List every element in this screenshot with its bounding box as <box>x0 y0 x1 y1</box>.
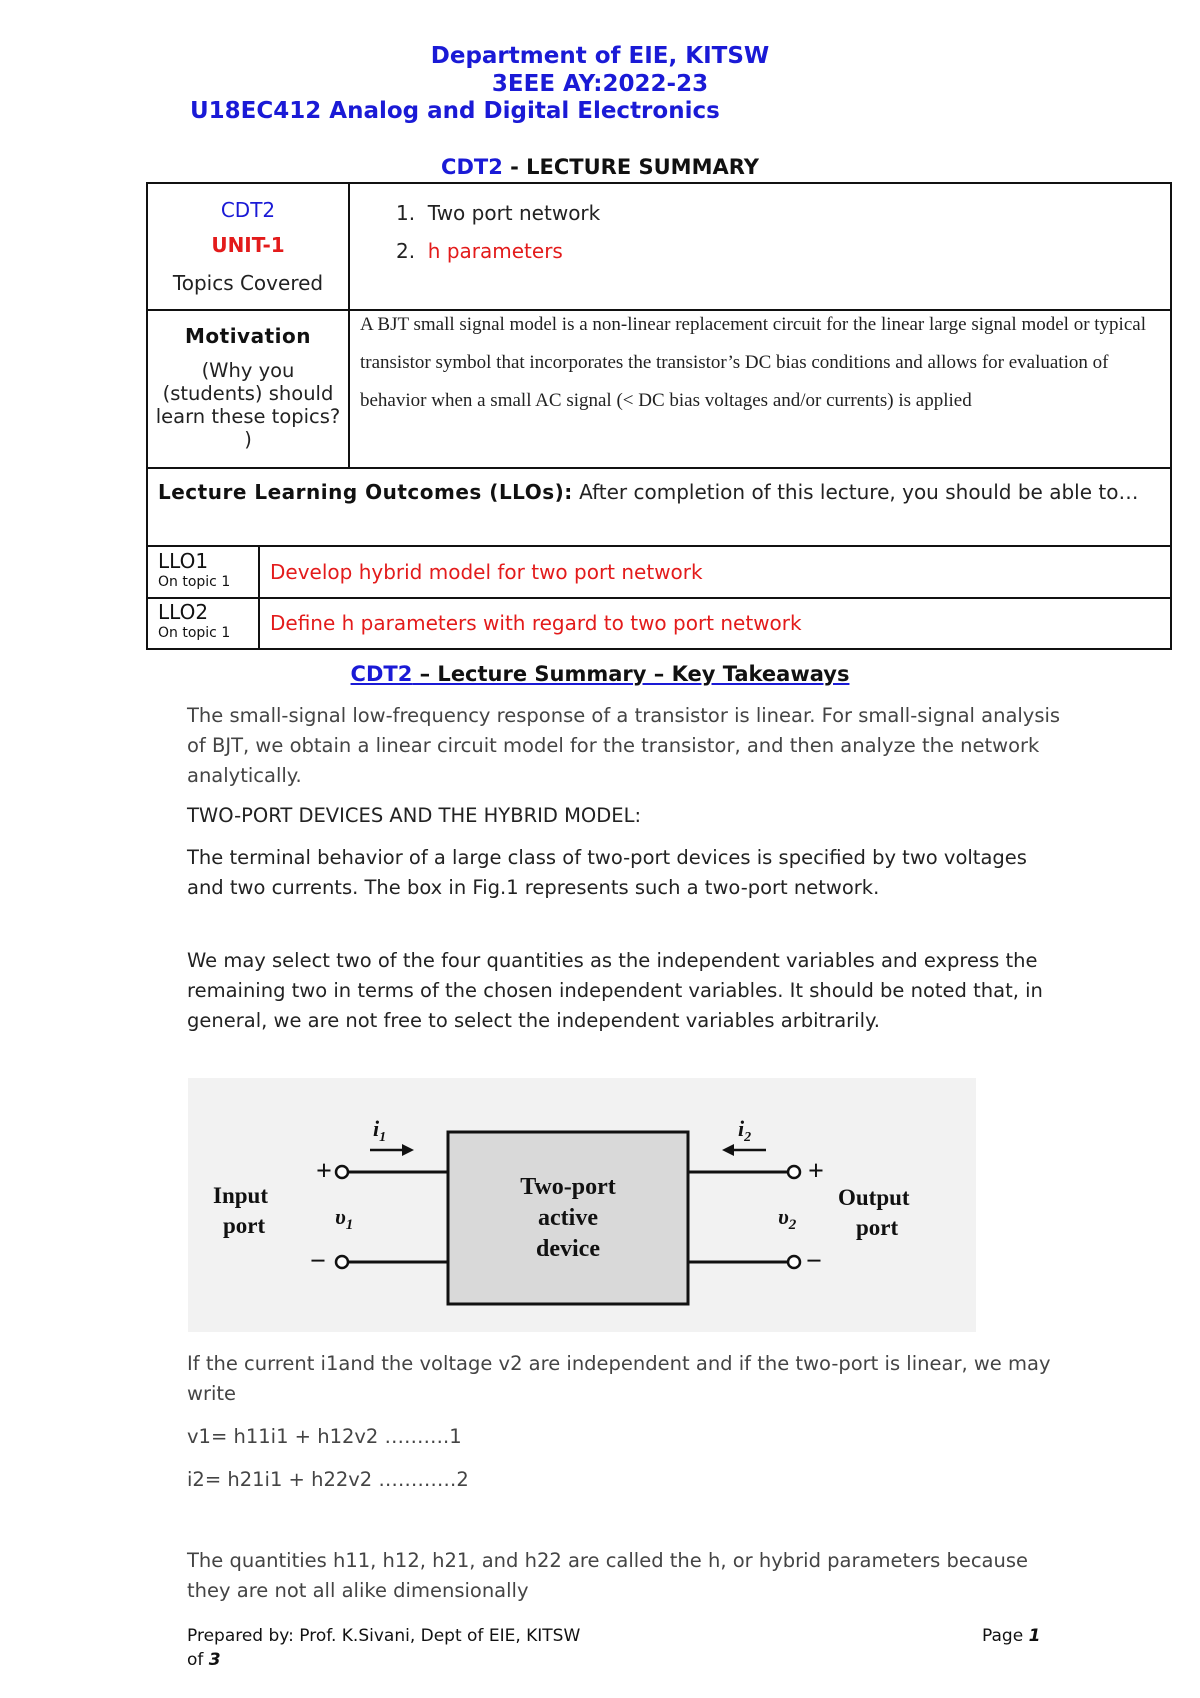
input-port-label-1: Input <box>213 1183 268 1208</box>
v1-label: $\upsilon_1$ <box>335 1204 354 1233</box>
input-terminal-plus <box>336 1166 348 1178</box>
device-label-1: Two-port <box>520 1174 616 1200</box>
takeaways-title-rest: – Lecture Summary – Key Takeaways <box>412 662 850 686</box>
output-terminal-plus <box>788 1166 800 1178</box>
key-takeaways-title <box>0 662 1200 686</box>
i2-label: $i_2$ <box>738 1116 752 1145</box>
summary-cdt: CDT2 <box>441 155 503 179</box>
output-terminal-minus <box>788 1256 800 1268</box>
takeaways-cdt: CDT2 <box>350 662 413 686</box>
motivation-text: A BJT small signal model is a non-linear replacement circuit for the linear large signal model or typical transistor symbol that incorporates the transistor’s DC bias conditions and allows for evaluation of behavior when a small AC signal (< DC bias voltages and/or currents) is applied <box>360 314 1146 411</box>
output-port-label-2: port <box>856 1215 899 1240</box>
llo-intro-text: After completion of this lecture, you should be able to… <box>572 480 1139 504</box>
paragraph-independent-variables: We may select two of the four quantities as the independent variables and express the remaining two in terms of the chosen independent variables. It should be noted that, in general, we are not free to select the independent variables arbitrarily. <box>187 949 1043 1032</box>
llo2-text: Define h parameters with regard to two port network <box>270 611 802 635</box>
motivation-label: Motivation <box>185 324 311 348</box>
llo2-id: LLO2 <box>158 600 209 624</box>
academic-year: 3EEE AY:2022-23 <box>491 71 709 97</box>
output-plus-sign: + <box>808 1156 824 1187</box>
llo1-id-cell <box>158 549 258 591</box>
device-label-2: active <box>538 1205 598 1231</box>
output-port-label-1: Output <box>838 1185 910 1210</box>
paragraph-independent-current: If the current i1and the voltage v2 are independent and if the two-port is linear, we may write <box>187 1352 1051 1405</box>
paragraph-terminal-behavior: The terminal behavior of a large class of two-port devices is specified by two voltages and two currents. The box in Fig.1 represents such a two-port network. <box>187 846 1027 899</box>
topic-item-2: 2. h parameters <box>396 239 563 263</box>
cdt-label: CDT2 <box>220 198 276 222</box>
unit-label: UNIT-1 <box>211 233 285 257</box>
motivation-sub: (Why you (students) should learn these topics? ) <box>155 359 341 451</box>
output-minus-sign: − <box>806 1246 822 1277</box>
input-port-label-2: port <box>223 1213 266 1238</box>
llo1-id: LLO1 <box>158 549 209 573</box>
course-title: U18EC412 Analog and Digital Electronics <box>190 98 720 124</box>
lecture-summary-title <box>0 155 1200 179</box>
input-plus-sign: + <box>316 1156 332 1187</box>
topic-item-1: 1. Two port network <box>396 201 601 225</box>
input-terminal-minus <box>336 1256 348 1268</box>
footer-page: Page 1 <box>982 1626 1041 1646</box>
two-port-figure <box>188 1078 976 1332</box>
equation-1: v1= h11i1 + h12v2 ……….1 <box>187 1425 462 1448</box>
i1-label: $i_1$ <box>373 1116 387 1145</box>
input-minus-sign: − <box>310 1246 326 1277</box>
equation-2: i2= h21i1 + h22v2 …………2 <box>187 1468 469 1491</box>
department-title: Department of EIE, KITSW <box>430 43 770 69</box>
llo1-text: Develop hybrid model for two port network <box>270 560 703 584</box>
llo1-topic: On topic 1 <box>158 574 231 590</box>
llo-intro <box>158 479 1158 506</box>
footer-prepared-by: Prepared by: Prof. K.Sivani, Dept of EIE, KITSW <box>187 1626 581 1646</box>
paragraph-hybrid-parameters: The quantities h11, h12, h21, and h22 are called the h, or hybrid parameters because they are not all alike dimensionally <box>187 1549 1029 1602</box>
v2-label: $\upsilon_2$ <box>778 1204 797 1233</box>
device-label-3: device <box>536 1236 600 1262</box>
topics-covered-label: Topics Covered <box>172 271 324 295</box>
llo2-id-cell <box>158 600 258 642</box>
llo-label: Lecture Learning Outcomes (LLOs): <box>158 480 573 504</box>
summary-title-rest: - LECTURE SUMMARY <box>502 155 759 179</box>
footer-of-total: of 3 <box>187 1650 221 1670</box>
two-port-diagram <box>188 1078 976 1332</box>
section-heading: TWO-PORT DEVICES AND THE HYBRID MODEL: <box>187 804 642 827</box>
llo2-topic: On topic 1 <box>158 625 231 641</box>
paragraph-intro: The small-signal low-frequency response of a transistor is linear. For small-signal analysis of BJT, we obtain a linear circuit model for the transistor, and then analyze the network analytically. <box>187 704 1061 787</box>
